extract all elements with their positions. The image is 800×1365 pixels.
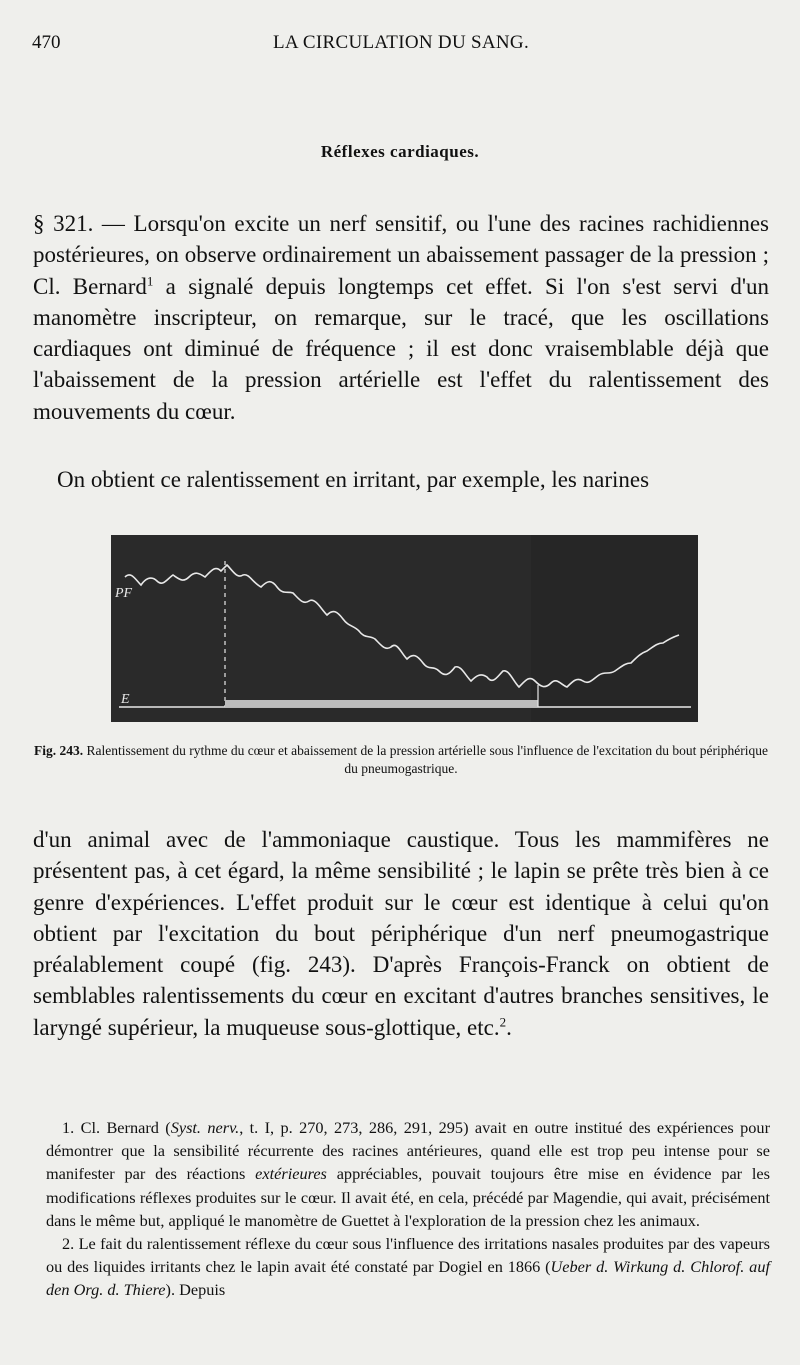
paragraph-321-text-b: a signalé depuis longtemps cet effet. Si l'on s'est servi d'un manomètre inscripteur, on remarque, sur le tracé, que les oscillations cardiaques ont diminué de fréquence ; il est donc vraisemblable déjà que l'abaissement de la pression artérielle est l'effet du ralentissement des mouvements du cœur. <box>33 273 769 424</box>
paragraph-narines-line: On obtient ce ralentissement en irritant, par exemple, les narines <box>57 467 650 492</box>
figure-number: Fig. 243. <box>33 743 84 758</box>
footnote-2-text-a: 2. Le fait du ralentissement réflexe du cœur sous l'influence des irritations nasales produites par des vapeurs ou des liquides irritants chez le lapin avait été constaté par Dogiel en 1866 ( <box>46 1234 770 1277</box>
label-e: E <box>121 692 130 707</box>
footnotes <box>46 1116 770 1302</box>
figure-243-tracing <box>111 535 698 722</box>
paragraph-321 <box>33 208 769 427</box>
footnote-ref-1: 1 <box>146 272 154 288</box>
figure-caption-text: Ralentissement du rythme du cœur et abaissement de la pression artérielle sous l'influence de l'excitation du bout périphérique du pneumogastrique. <box>83 743 769 776</box>
paragraph-narines <box>33 464 769 495</box>
running-title: LA CIRCULATION DU SANG. <box>272 32 529 53</box>
excitation-band <box>225 700 538 707</box>
footnote-1-text-a: 1. Cl. Bernard ( <box>62 1118 171 1137</box>
section-heading: Réflexes cardiaques. <box>320 142 480 161</box>
footnote-1-title: Syst. nerv. <box>170 1118 240 1137</box>
figure-caption <box>33 742 769 778</box>
footnote-2 <box>46 1232 770 1302</box>
footnote-ref-2: 2 <box>499 1014 507 1030</box>
paragraph-ammoniaque <box>33 824 769 1043</box>
footnote-2-text-b: ). Depuis <box>165 1280 226 1300</box>
paragraph-ammoniaque-text-b: . <box>506 1014 512 1040</box>
footnote-1 <box>46 1116 770 1232</box>
paragraph-ammoniaque-text-a: d'un animal avec de l'ammoniaque caustique. Tous les mammifères ne présentent pas, à cet égard, la même sensibilité ; le lapin se prête très bien à ce genre d'expériences. L'effet produit sur le cœur est identique à celui qu'on obtient par l'excitation du bout périphérique d'un nerf pneumogastrique préalablement coupé (fig. 243). D'après François-Franck on obtient de semblables ralentissements du cœur en excitant d'autres branches sensitives, le laryngé supérieur, la muqueuse sous-glottique, etc. <box>33 827 769 1040</box>
footnote-1-text-b: , t. I, p. 270, 273, 286, 291, 295) avait en outre institué des expériences pour démontrer que la sensibilité récurrente des racines antérieures, quand elle est trop peu intense pour se manifester par des réactions <box>46 1118 770 1184</box>
footnote-2-title: Ueber d. Wirkung d. Chlorof. auf den Org. d. Thiere <box>46 1257 770 1300</box>
pressure-tracing-svg <box>111 535 698 722</box>
page-number: 470 <box>32 32 61 53</box>
running-header <box>32 32 770 58</box>
footnote-1-emphasis: extérieures <box>255 1164 327 1184</box>
paragraph-321-text-a: § 321. — Lorsqu'on excite un nerf sensitif, ou l'une des racines rachidiennes postérieures, on observe ordinairement un abaissement passager de la pression ; Cl. Bernard <box>33 211 769 299</box>
tracing-shade <box>531 535 698 722</box>
label-pf: PF <box>115 586 133 601</box>
footnote-1-text-c: appréciables, pouvait toujours être mise en évidence par les modifications réflexes produites sur le cœur. Il avait été, en cela, précédé par Magendie, qui avait, précisément dans le même but, appliqué le manomètre de Guettet à l'exploration de la pression chez les animaux. <box>46 1164 770 1230</box>
